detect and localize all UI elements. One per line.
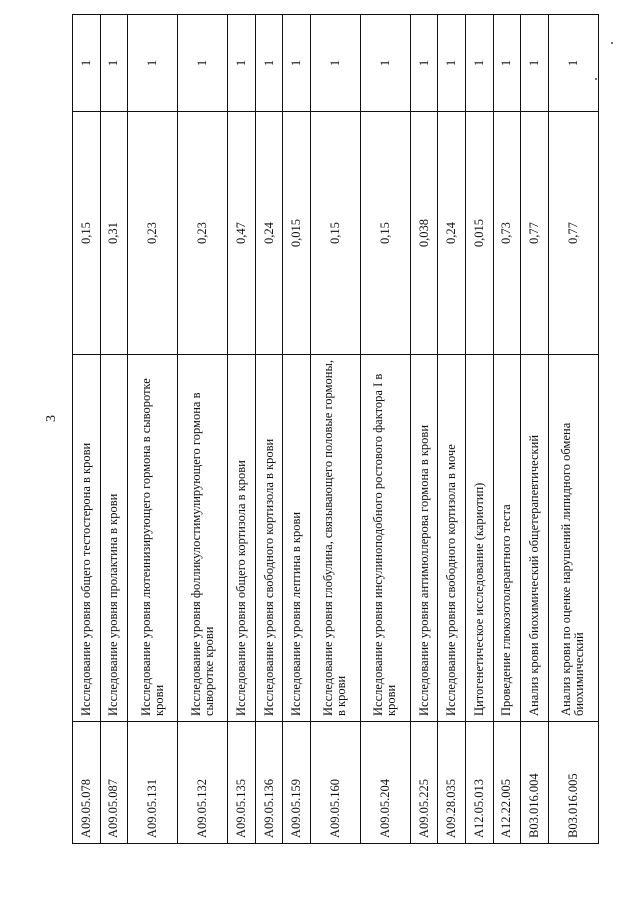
multiplicity-value: 1: [178, 15, 228, 112]
service-code: B03.016.005: [548, 722, 598, 844]
table-row: [228, 15, 256, 844]
service-code: A12.05.013: [466, 722, 494, 844]
page-number: 3: [44, 415, 59, 422]
multiplicity-value: 1: [100, 15, 128, 112]
multiplicity-value: 1: [73, 15, 101, 112]
multiplicity-value: 1: [521, 15, 549, 112]
service-name: Исследование уровня лептина в крови: [283, 355, 311, 722]
table-row: [310, 15, 360, 844]
service-name: Исследование уровня глобулина, связывающего половые гормоны, в крови: [310, 355, 360, 722]
multiplicity-value: 1: [410, 15, 438, 112]
service-code: A09.05.135: [228, 722, 256, 844]
multiplicity-value: 1: [255, 15, 283, 112]
multiplicity-value: 1: [283, 15, 311, 112]
frequency-value: 0,24: [255, 112, 283, 355]
table-rotated-container: [72, 15, 599, 844]
multiplicity-value: 1: [493, 15, 521, 112]
multiplicity-value: 1: [310, 15, 360, 112]
service-name: Исследование уровня свободного кортизола в моче: [438, 355, 466, 722]
service-code: B03.016.004: [521, 722, 549, 844]
frequency-value: 0,73: [493, 112, 521, 355]
frequency-value: 0,47: [228, 112, 256, 355]
service-name: Исследование уровня лютеинизирующего гормона в сыворотке крови: [128, 355, 178, 722]
table-row: [466, 15, 494, 844]
table-row: [100, 15, 128, 844]
frequency-value: 0,15: [73, 112, 101, 355]
frequency-value: 0,15: [310, 112, 360, 355]
frequency-value: 0,77: [521, 112, 549, 355]
service-name: Проведение глюкозотолерантного теста: [493, 355, 521, 722]
service-code: A09.05.160: [310, 722, 360, 844]
table-row: [548, 15, 598, 844]
service-code: A09.05.204: [360, 722, 410, 844]
frequency-value: 0,038: [410, 112, 438, 355]
table-row: [73, 15, 101, 844]
frequency-value: 0,31: [100, 112, 128, 355]
service-code: A12.22.005: [493, 722, 521, 844]
service-name: Исследование уровня фолликулостимулирующего гормона в сыворотке крови: [178, 355, 228, 722]
table-row: [178, 15, 228, 844]
multiplicity-value: 1: [438, 15, 466, 112]
service-code: A09.05.136: [255, 722, 283, 844]
service-code: A09.05.159: [283, 722, 311, 844]
service-code: A09.05.225: [410, 722, 438, 844]
service-code: A09.05.131: [128, 722, 178, 844]
service-name: Цитогенетическое исследование (кариотип): [466, 355, 494, 722]
service-name: Исследование уровня пролактина в крови: [100, 355, 128, 722]
service-name: Исследование уровня свободного кортизола в крови: [255, 355, 283, 722]
table-row: [283, 15, 311, 844]
table-row: [255, 15, 283, 844]
scan-speck: [595, 78, 597, 80]
service-code: A09.05.078: [73, 722, 101, 844]
table-row: [521, 15, 549, 844]
table-row: [128, 15, 178, 844]
service-code: A09.28.035: [438, 722, 466, 844]
frequency-value: 0,23: [128, 112, 178, 355]
frequency-value: 0,77: [548, 112, 598, 355]
service-code: A09.05.087: [100, 722, 128, 844]
multiplicity-value: 1: [466, 15, 494, 112]
service-name: Исследование уровня общего кортизола в крови: [228, 355, 256, 722]
frequency-value: 0,24: [438, 112, 466, 355]
service-name: Исследование уровня инсулиноподобного ростового фактора I в крови: [360, 355, 410, 722]
multiplicity-value: 1: [548, 15, 598, 112]
service-name: Анализ крови по оценке нарушений липидного обмена биохимический: [548, 355, 598, 722]
multiplicity-value: 1: [360, 15, 410, 112]
frequency-value: 0,15: [360, 112, 410, 355]
table-row: [360, 15, 410, 844]
table-row: [410, 15, 438, 844]
multiplicity-value: 1: [228, 15, 256, 112]
procedures-table: [72, 14, 599, 844]
service-code: A09.05.132: [178, 722, 228, 844]
table-row: [493, 15, 521, 844]
multiplicity-value: 1: [128, 15, 178, 112]
service-name: Анализ крови биохимический общетерапевтический: [521, 355, 549, 722]
service-name: Исследование уровня антимюллерова гормона в крови: [410, 355, 438, 722]
scan-speck: [611, 42, 613, 44]
table-row: [438, 15, 466, 844]
frequency-value: 0,23: [178, 112, 228, 355]
service-name: Исследование уровня общего тестостерона в крови: [73, 355, 101, 722]
frequency-value: 0,015: [283, 112, 311, 355]
frequency-value: 0,015: [466, 112, 494, 355]
